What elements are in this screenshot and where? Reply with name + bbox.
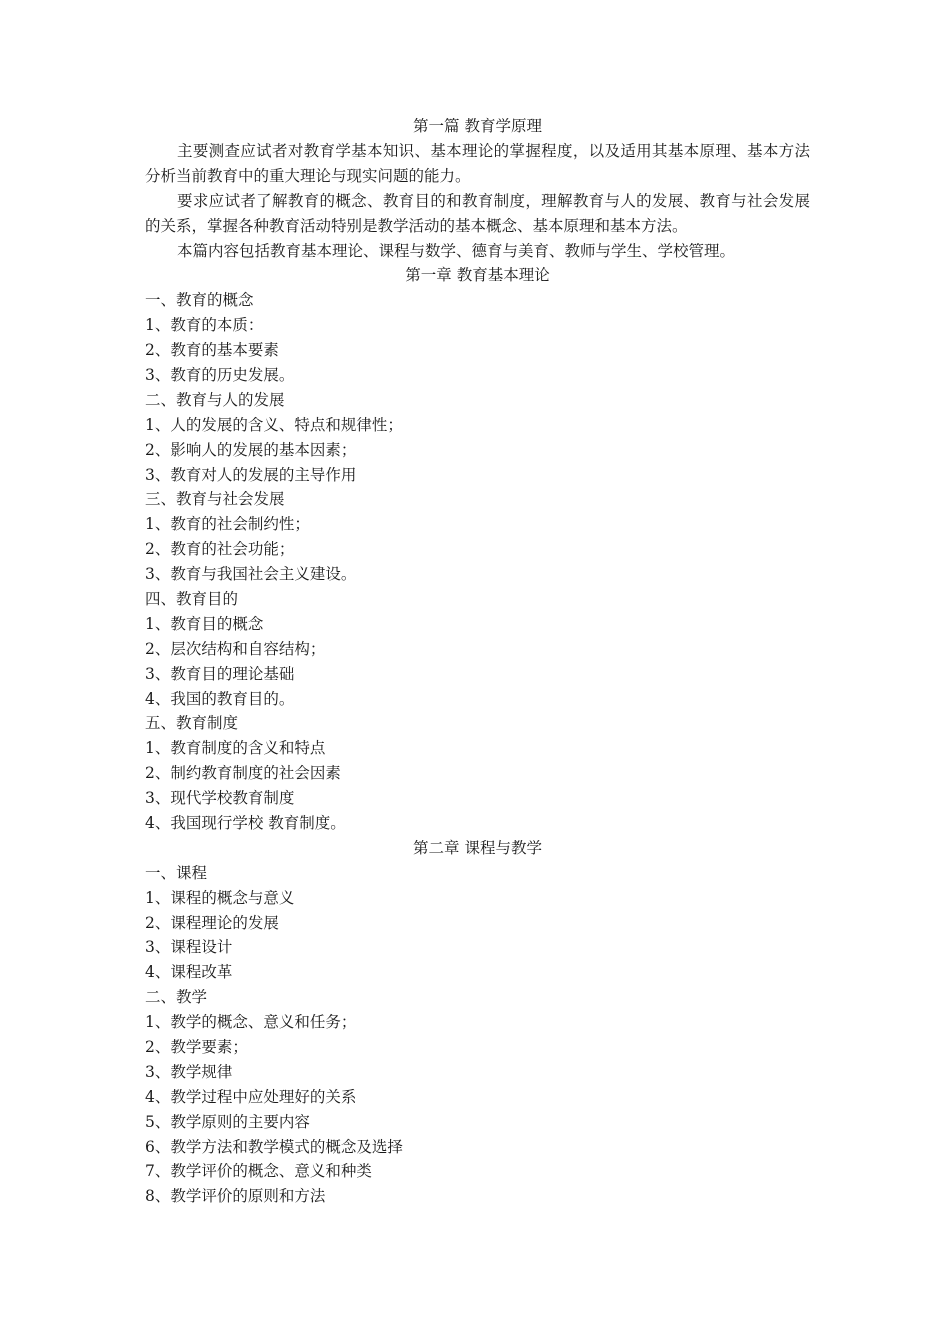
outline-line: 8、教学评价的原则和方法: [145, 1187, 326, 1206]
document-body: [145, 114, 810, 1209]
outline-line: 一、课程: [145, 863, 208, 882]
intro-paragraph-2: 要求应试者了解教育的概念、教育目的和教育制度，理解教育与人的发展、教育与社会发展的关系，掌握各种教育活动特别是教学活动的基本概念、基本原理和基本方法。: [145, 191, 810, 235]
outline-line: 3、教育的历史发展。: [145, 365, 295, 384]
outline-line: 二、教育与人的发展: [145, 390, 285, 409]
chapter-1-outline: [145, 288, 810, 836]
outline-line: 五、教育制度: [145, 714, 239, 733]
outline-line: 5、教学原则的主要内容: [145, 1112, 310, 1131]
outline-line: 三、教育与社会发展: [145, 490, 285, 509]
outline-line: 四、教育目的: [145, 589, 239, 608]
outline-line: 2、教育的社会功能；: [145, 540, 295, 559]
outline-line: 1、教育目的概念: [145, 614, 264, 633]
outline-line: 2、制约教育制度的社会因素: [145, 764, 341, 783]
chapter-1-title: 第一章 教育基本理论: [405, 266, 550, 285]
outline-line: 4、我国的教育目的。: [145, 689, 295, 708]
outline-line: 3、教育与我国社会主义建设。: [145, 565, 357, 584]
chapter-2-outline: [145, 861, 810, 1209]
outline-line: 二、教学: [145, 988, 208, 1007]
outline-line: 1、教学的概念、意义和任务；: [145, 1013, 357, 1032]
outline-line: 1、教育的社会制约性；: [145, 515, 310, 534]
intro-paragraph-3: 本篇内容包括教育基本理论、课程与数学、德育与美育、教师与学生、学校管理。: [177, 241, 736, 260]
outline-line: 6、教学方法和教学模式的概念及选择: [145, 1137, 403, 1156]
outline-line: 3、教学规律: [145, 1062, 233, 1081]
outline-line: 4、课程改革: [145, 963, 233, 982]
outline-line: 1、人的发展的含义、特点和规律性；: [145, 415, 403, 434]
part-title: 第一篇 教育学原理: [413, 117, 542, 135]
outline-line: 1、教育的本质：: [145, 316, 264, 335]
outline-line: 1、教育制度的含义和特点: [145, 739, 326, 758]
intro-paragraph-1: 主要测查应试者对教育学基本知识、基本理论的掌握程度，以及适用其基本原理、基本方法分析当前教育中的重大理论与现实问题的能力。: [145, 141, 810, 185]
outline-line: 3、教育对人的发展的主导作用: [145, 465, 357, 484]
outline-line: 3、现代学校教育制度: [145, 789, 295, 808]
outline-line: 2、课程理论的发展: [145, 913, 279, 932]
outline-line: 4、教学过程中应处理好的关系: [145, 1087, 357, 1106]
outline-line: 2、教育的基本要素: [145, 341, 279, 360]
outline-line: 3、课程设计: [145, 938, 233, 957]
outline-line: 3、教育目的理论基础: [145, 664, 295, 683]
chapter-2-title: 第二章 课程与教学: [413, 838, 542, 857]
outline-line: 2、教学要素；: [145, 1038, 248, 1057]
outline-line: 一、教育的概念: [145, 291, 254, 310]
outline-line: 4、我国现行学校 教育制度。: [145, 814, 346, 832]
outline-line: 7、教学评价的概念、意义和种类: [145, 1162, 372, 1181]
outline-line: 2、影响人的发展的基本因素；: [145, 440, 357, 459]
outline-line: 1、课程的概念与意义: [145, 888, 295, 907]
outline-line: 2、层次结构和自容结构；: [145, 639, 326, 658]
